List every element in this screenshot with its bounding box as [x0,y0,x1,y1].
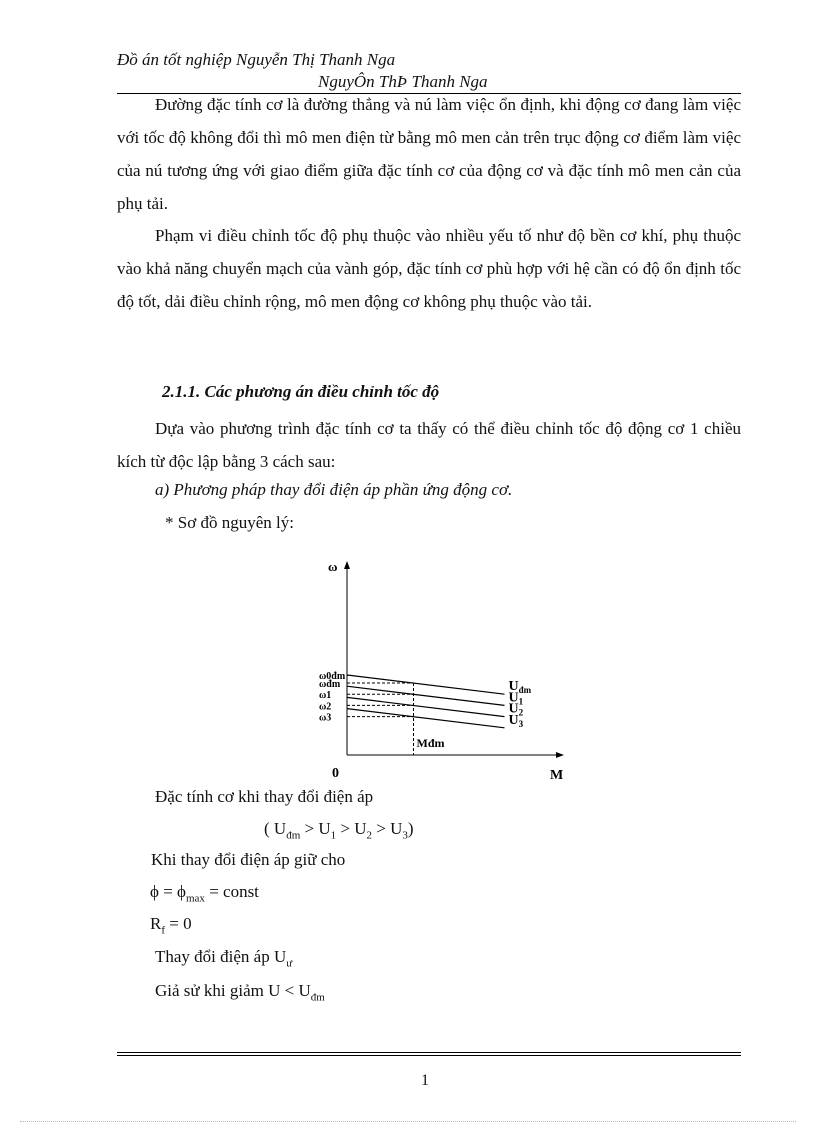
series-line [347,675,505,694]
footer-rule-bottom [117,1055,741,1056]
series-line [347,709,505,728]
chart-axes [344,561,564,758]
header-title: Đồ án tốt nghiệp Nguyễn Thị Thanh Nga [117,50,396,69]
condition-resistance: $R_f = 0$ [150,914,192,937]
y-tick-label: ωđm [319,679,341,690]
chart-labels [319,559,563,780]
voltage-order: ( $U_{đm} > U_1 > U_2 > U_3$) [264,819,414,842]
paragraph-speed-range: Phạm vi điều chỉnh tốc độ phụ thuộc vào nhiều yếu tố như độ bền cơ khí, phụ thuộc vào khả năng chuyển mạch của vành góp, đặc tính cơ phù hợp với hệ cần có độ ổn định tốc độ tốt, dải điều chỉnh rộng, mô men động cơ không phụ thuộc vào tải. [117,226,741,311]
series-line [347,697,505,716]
x-axis-arrow [556,752,564,758]
series-label: $U_3$ [508,712,524,729]
y-tick-label: ω1 [319,690,332,702]
condition-intro: Khi thay đổi điện áp giữ cho [151,850,346,869]
condition-assumption: Giả sử khi giảm $U < U_{đm}$ [155,981,325,1004]
header-author: NguyÔn ThÞ Thanh Nga [318,72,488,91]
chart-guides [347,683,414,755]
speed-torque-chart [300,555,580,780]
y-tick-label: ω0đm [319,671,346,682]
x-axis-label: M [550,768,564,780]
series-label: $U_{đm}$ [508,679,532,696]
series-label: $U_1$ [508,690,524,707]
condition-flux: $\phi = \phi_{max}$ = const [150,882,259,905]
y-tick-label: ω2 [319,701,332,713]
chart-caption: Đặc tính cơ khi thay đổi điện áp [155,787,374,806]
page-bottom-dotted-rule [20,1121,796,1122]
origin-label: 0 [332,766,339,780]
y-axis-arrow [344,561,350,569]
footer-rule-top [117,1052,741,1053]
series-label: $U_2$ [508,701,524,718]
condition-voltage-change: Thay đổi điện áp $U_ư$ [155,947,293,970]
paragraph-characteristic: Đường đặc tính cơ là đường thẳng và nú làm việc ổn định, khi động cơ đang làm việc với tốc độ không đổi thì mô men điện từ bằng mô men cản trên trục động cơ điểm làm việc của nú tương ứng với giao điểm giữa đặc tính cơ của động cơ và đặc tính mô men cản của phụ tải. [117,95,741,213]
y-axis-label: ω [328,559,338,574]
schema-label: * Sơ đồ nguyên lý: [165,513,294,532]
section-heading: 2.1.1. Các phương án điều chỉnh tốc độ [162,382,440,401]
mdm-label: Mđm [416,736,445,750]
y-tick-label: ω3 [319,712,332,724]
paragraph-methods: Dựa vào phương trình đặc tính cơ ta thấy có thể điều chỉnh tốc độ động cơ 1 chiều kích từ độc lập bằng 3 cách sau: [117,419,741,471]
series-line [347,686,505,705]
page-number: 1 [421,1072,429,1089]
chart-series [347,675,505,728]
method-a-title: a) Phương pháp thay đổi điện áp phần ứng động cơ. [155,480,513,499]
